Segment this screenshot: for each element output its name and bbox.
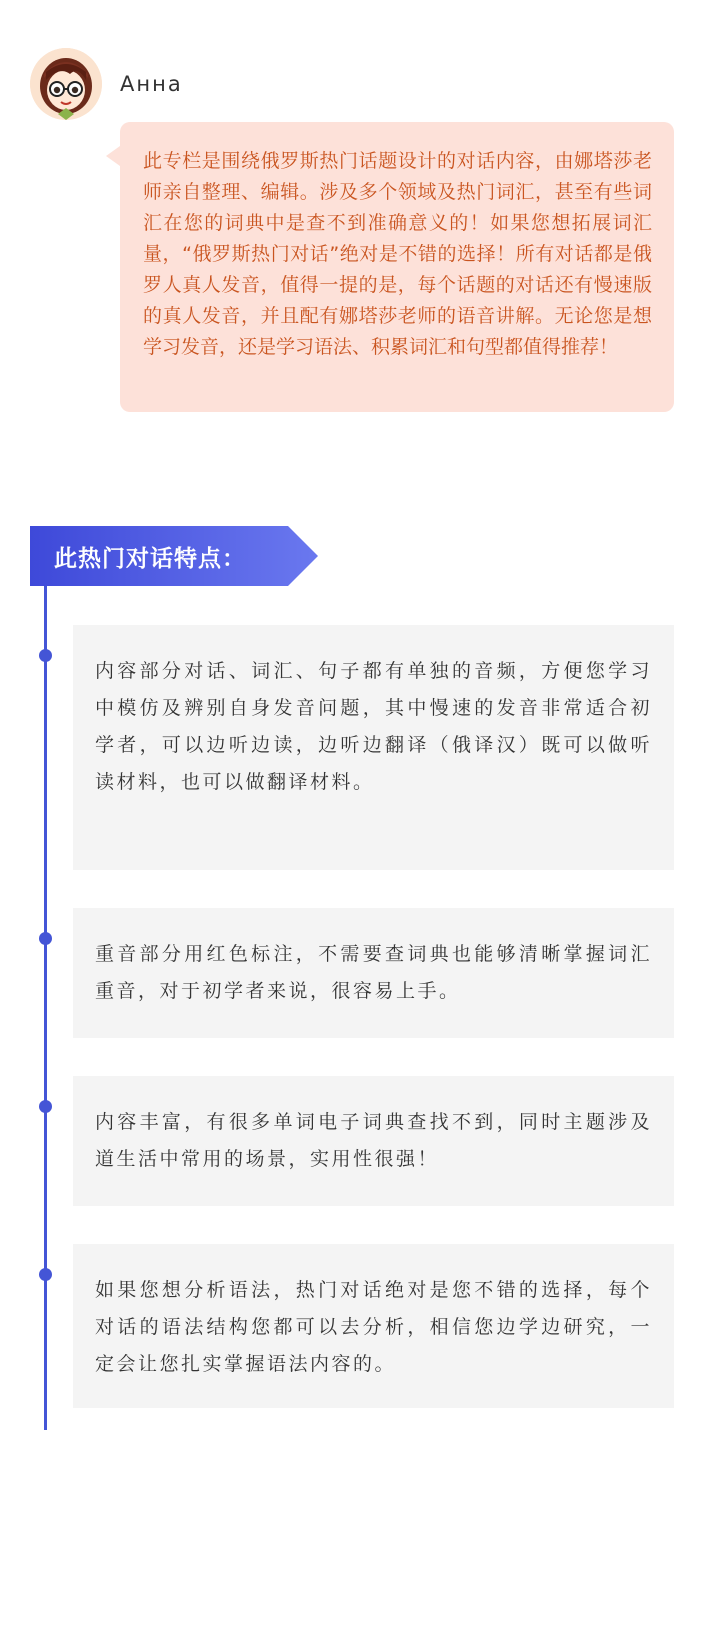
intro-speech-bubble (120, 122, 674, 412)
timeline-line (44, 586, 47, 1430)
avatar (30, 48, 102, 120)
intro-text: 此专栏是围绕俄罗斯热门话题设计的对话内容，由娜塔莎老师亲自整理、编辑。涉及多个领域及热门词汇，甚至有些词汇在您的词典中是查不到准确意义的！如果您想拓展词汇量，“俄罗斯热门对话”绝对是不错的选择！所有对话都是俄罗人真人发音，值得一提的是，每个话题的对话还有慢速版的真人发音，并且配有娜塔莎老师的语音讲解。无论您是想学习发音，还是学习语法、积累词汇和句型都值得推荐！ (143, 150, 652, 358)
feature-text: 如果您想分析语法，热门对话绝对是您不错的选择，每个对话的语法结构您都可以去分析，相信您边学边研究，一定会让您扎实掌握语法内容的。 (95, 1279, 652, 1375)
section-title: 此热门对话特点： (54, 546, 246, 572)
feature-text: 内容丰富，有很多单词电子词典查找不到，同时主题涉及道生活中常用的场景，实用性很强！ (95, 1111, 652, 1170)
feature-card (73, 1244, 674, 1408)
timeline-dot (39, 649, 52, 662)
timeline-dot (39, 1100, 52, 1113)
author-name: Анна (120, 72, 183, 96)
girl-with-glasses-avatar-icon (30, 48, 102, 120)
feature-card (73, 1076, 674, 1206)
bubble-tail (106, 146, 120, 166)
feature-card (73, 908, 674, 1038)
feature-text: 重音部分用红色标注，不需要查词典也能够清晰掌握词汇重音，对于初学者来说，很容易上手。 (95, 943, 652, 1002)
section-header-banner (30, 526, 318, 586)
timeline-dot (39, 932, 52, 945)
feature-text: 内容部分对话、词汇、句子都有单独的音频，方便您学习中模仿及辨别自身发音问题，其中慢速的发音非常适合初学者，可以边听边读，边听边翻译（俄译汉）既可以做听读材料，也可以做翻译材料。 (95, 660, 652, 793)
timeline-dot (39, 1268, 52, 1281)
feature-card (73, 625, 674, 870)
